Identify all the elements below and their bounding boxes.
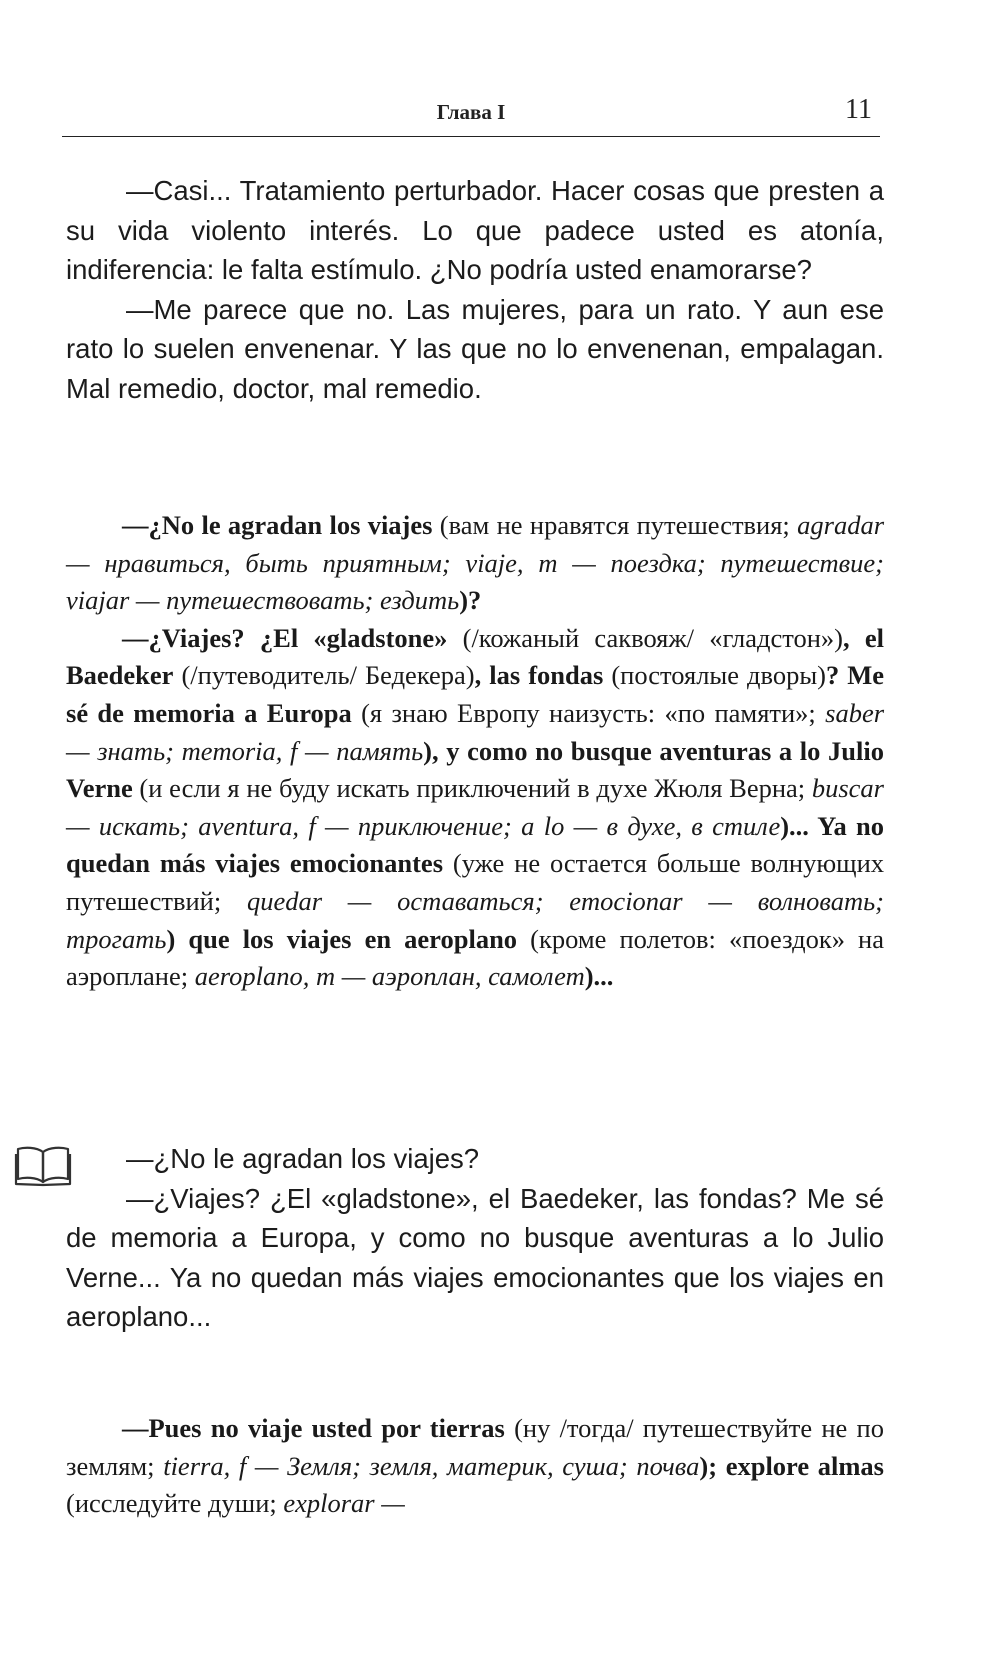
original-text-block-2 bbox=[66, 1139, 884, 1337]
spanish-phrase: , las fondas bbox=[474, 660, 604, 691]
running-head bbox=[62, 92, 880, 137]
vocabulary-note: agradar — нравиться, быть приятным; viaje, m — поездка; путешествие; viajar — путешествовать; ездить bbox=[66, 510, 885, 616]
annotated-paragraph bbox=[66, 507, 884, 620]
annotated-paragraph bbox=[66, 620, 884, 996]
spanish-phrase: —¿No le agradan los viajes bbox=[122, 510, 433, 540]
spanish-phrase: ) que los viajes en aeroplano bbox=[166, 923, 518, 954]
vocabulary-note: quedar — оставаться; emocionar — волновать; трогать bbox=[66, 885, 884, 954]
spanish-phrase: )... Ya no quedan más viajes emocionantes bbox=[66, 810, 884, 879]
original-paragraph: —Me parece que no. Las mujeres, para un rato. Y aun ese rato lo suelen envenenar. Y las que no lo envenenan, empalagan. Mal remedio, doctor, mal remedio. bbox=[66, 293, 884, 404]
open-book-icon bbox=[14, 1143, 72, 1187]
original-text-block-1 bbox=[66, 171, 884, 408]
translation: (я знаю Европу наизусть: «по памяти»; bbox=[351, 697, 826, 728]
annotated-text-block-1 bbox=[66, 507, 884, 996]
spanish-phrase: ), y como no busque aventuras a lo Julio Verne bbox=[66, 735, 884, 804]
translation: (постоялые дворы) bbox=[603, 660, 826, 691]
vocabulary-note: explorar — bbox=[283, 1488, 405, 1519]
annotated-paragraph bbox=[66, 1410, 884, 1523]
translation: (/кожаный саквояж/ «гладстон») bbox=[447, 622, 844, 653]
spanish-phrase: —Pues no viaje usted por tierras bbox=[122, 1413, 505, 1443]
spanish-phrase: ? Me sé de memoria a Europa bbox=[66, 660, 884, 728]
translation: (кроме полетов: «поездок» на аэроплане; bbox=[66, 923, 884, 992]
vocabulary-note: aeroplano, m — аэроплан, самолет bbox=[194, 961, 585, 992]
vocabulary-note: tierra, f — Земля; земля, материк, суша; почва bbox=[163, 1450, 700, 1481]
translation: (вам не нравятся путешествия; bbox=[432, 510, 798, 540]
punctuation: )? bbox=[459, 585, 482, 616]
original-paragraph: —¿Viajes? ¿El «gladstone», el Baedeker, las fondas? Me sé de memoria a Europa, y como no busque aventuras a lo Julio Verne... Ya no quedan más viajes emocionantes que los viajes en aeroplano... bbox=[66, 1182, 884, 1332]
page-number: 11 bbox=[845, 94, 872, 125]
translation: (/путеводитель/ Бедекера) bbox=[173, 660, 475, 691]
spanish-phrase: , el Baedeker bbox=[66, 622, 884, 691]
spanish-phrase: —¿Viajes? ¿El «gladstone» bbox=[122, 622, 448, 653]
punctuation: )... bbox=[584, 961, 614, 992]
translation: (ну /тогда/ путешествуйте не по землям; bbox=[66, 1413, 884, 1481]
original-paragraph: —¿No le agradan los viajes? bbox=[126, 1143, 480, 1174]
vocabulary-note: saber — знать; memoria, f — память bbox=[66, 697, 885, 766]
chapter-title: Глава I bbox=[436, 100, 506, 124]
translation: (уже не остается больше волнующих путешествий; bbox=[66, 848, 885, 916]
spanish-phrase: ); explore almas bbox=[699, 1450, 884, 1481]
translation: (исследуйте души; bbox=[66, 1488, 284, 1519]
vocabulary-note: buscar — искать; aventura, f — приключение; a lo — в духе, в стиле bbox=[66, 773, 884, 841]
annotated-text-block-2 bbox=[66, 1410, 884, 1523]
translation: (и если я не буду искать приключений в духе Жюля Верна; bbox=[132, 773, 812, 804]
original-paragraph: —Casi... Tratamiento perturbador. Hacer cosas que presten a su vida violento interés. Lo que padece usted es atonía, indiferencia: le falta estímulo. ¿No podría usted enamorarse? bbox=[66, 175, 884, 285]
